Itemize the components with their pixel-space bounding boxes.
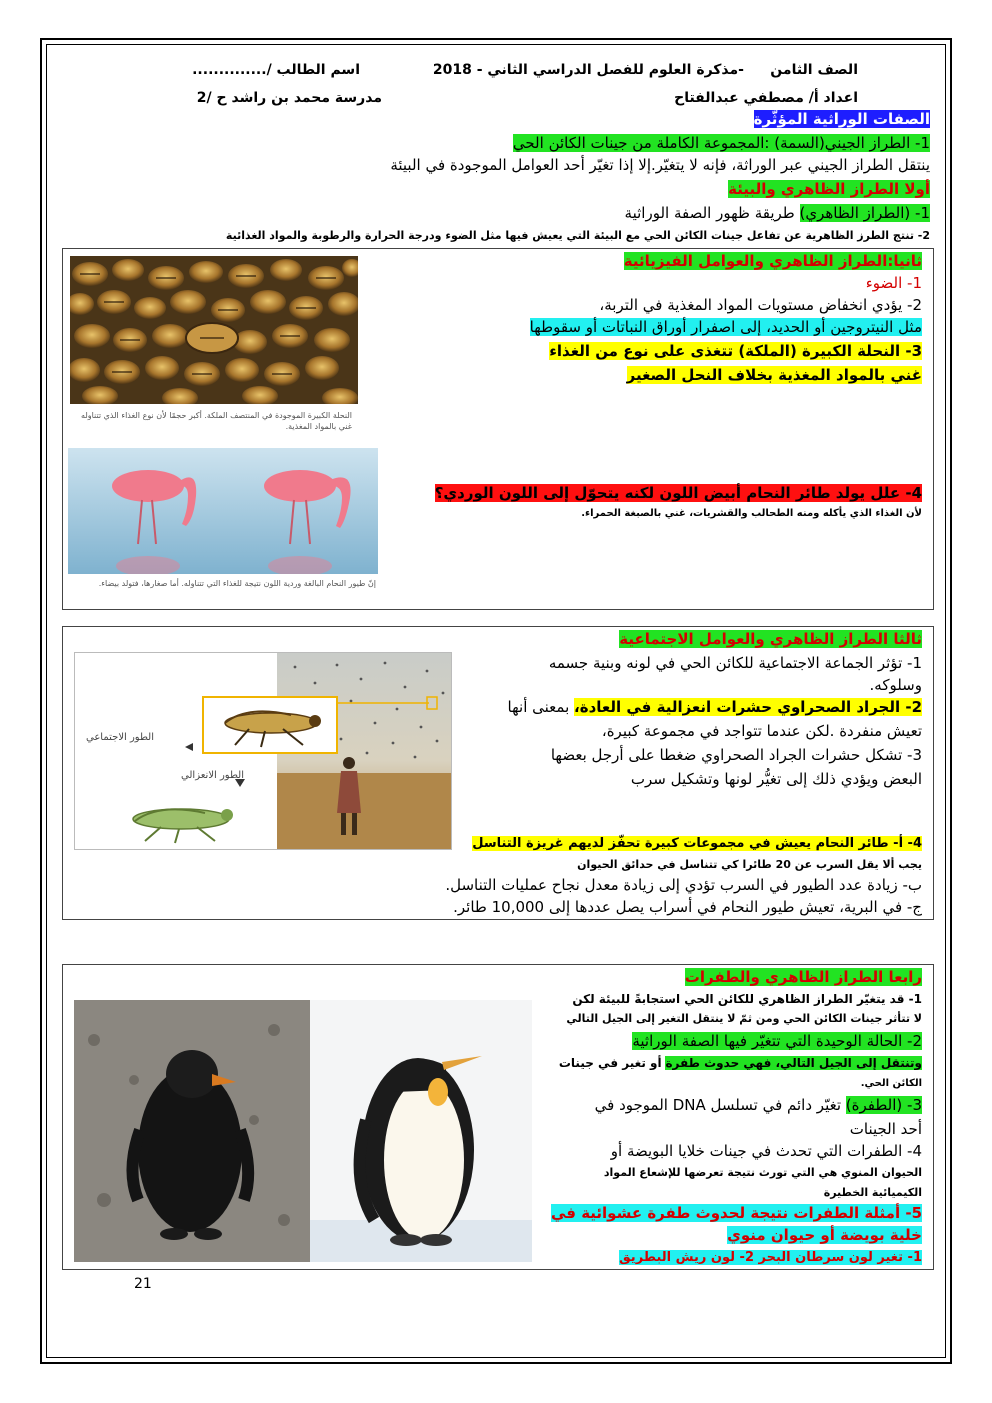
mutation-point-1: 1- قد يتغيّر الطراز الظاهري للكائن الحي استجابةً للبيئة لكن bbox=[572, 992, 922, 1006]
flamingo-illustration bbox=[68, 448, 378, 574]
school-label: مدرسة محمد بن راشد ح /2 bbox=[196, 90, 382, 106]
doc-title: -مذكرة العلوم للفصل الدراسي الثاني - 2018 bbox=[432, 62, 744, 78]
grade-label: الصف الثامن bbox=[770, 62, 858, 78]
mutation-definition: 3- (الطفرة) تغيّر دائم في تسلسل DNA الموجود في bbox=[594, 1096, 922, 1114]
mutation-point-4-end: الكيميائية الخطيرة bbox=[823, 1186, 922, 1199]
soil-nutrients-example: مثل النيتروجين أو الحديد، إلى اصفرار أوراق النباتات أو سقوطها bbox=[529, 318, 922, 336]
social-factor-1: 1- تؤثر الجماعة الاجتماعية للكائن الحي في لونه وبنية جسمه bbox=[548, 654, 922, 672]
bees-illustration bbox=[70, 256, 358, 404]
social-factor-1-cont: وسلوكه. bbox=[869, 676, 922, 694]
locust-pressure-cont: البعض ويؤدي ذلك إلى تغيُّر لونها وتشكيل سرب bbox=[630, 770, 922, 788]
phenotype-heading: أولا الطراز الظاهري والبيئة bbox=[728, 180, 930, 198]
section2-heading: ثانيا:الطراز الظاهري والعوامل الفيزيائية bbox=[623, 252, 922, 270]
bees-caption: النحلة الكبيرة الموجودة في المنتصف الملكة. أكبر حجمًا لأن نوع الغذاء الذي تتناوله غني بالمواد المغذية. bbox=[81, 411, 352, 431]
queen-bee-point: 3- النحلة الكبيرة (الملكة) تتغذى على نوع من الغذاء bbox=[549, 342, 922, 360]
flamingo-answer: لأن الغذاء الذي يأكله ومنه الطحالب والقشريات، غني بالصبغة الحمراء. bbox=[581, 508, 922, 519]
bees-photo bbox=[70, 256, 358, 404]
mutation-definition-cont: أحد الجينات bbox=[849, 1120, 922, 1138]
flock-size-point-c: ج- في البرية، تعيش طيور النحام في أسراب يصل عددها إلى 10,000 طائر. bbox=[453, 898, 922, 916]
locust-point: 2- الجراد الصحراوي حشرات انعزالية في العادة، بمعنى أنها bbox=[507, 698, 922, 716]
flamingo-breeding-point: 4- أ- طائر النحام يعيش في مجموعات كبيرة تحفّز لديهم غريزة التناسل bbox=[472, 836, 922, 851]
mutation-point-1-cont: لا تتأثر جينات الكائن الحي ومن ثمّ لا ينتقل التغير إلى الجيل التالي bbox=[566, 1012, 922, 1025]
zoo-flock-note: يجب ألا يقل السرب عن 20 طائرا كي تتناسل في حدائق الحيوان bbox=[577, 858, 922, 871]
mutation-point-4: 4- الطفرات التي تحدث في جينات خلايا البويضة أو bbox=[610, 1142, 922, 1160]
penguins-photo bbox=[74, 1000, 532, 1262]
flamingo-question: 4- علل يولد طائر النحام أبيض اللون لكنه يتحوّل إلى اللون الوردي؟ bbox=[434, 484, 922, 502]
locust-figure bbox=[74, 652, 452, 850]
flock-size-point-b: ب- زيادة عدد الطيور في السرب تؤدي إلى زيادة معدل نجاح عمليات التناسل. bbox=[445, 876, 922, 894]
solitary-phase-label: الطور الانعزالي bbox=[181, 770, 244, 781]
section3-heading: ثالثا الطراز الظاهري والعوامل الاجتماعية bbox=[619, 630, 922, 648]
mutation-examples-heading: 5- أمثلة الطفرات نتيجة لحدوث طفرة عشوائية في bbox=[550, 1204, 922, 1222]
locust-point-cont: تعيش منفردة .لكن عندما تتواجد في مجموعة كبيرة، bbox=[601, 722, 922, 740]
flamingo-caption: إنّ طيور النحام البالغة وردية اللون نتيجة للغذاء التي تتناوله. أما صغارها، فتولد بيضاء. bbox=[98, 579, 376, 588]
social-phase-label: الطور الاجتماعي bbox=[85, 732, 154, 743]
page-number: 21 bbox=[134, 1276, 152, 1292]
genotype-definition: 1- الطراز الجيني(السمة) :المجموعة الكاملة من جينات الكائن الحي bbox=[512, 134, 930, 152]
queen-bee-point-cont: غني بالمواد المغذية بخلاف النحل الصغير bbox=[626, 366, 922, 384]
mutation-examples-list: 1- تغير لون سرطان البحر 2- لون ريش البطريق bbox=[619, 1250, 922, 1265]
phenotype-definition: 1- (الطراز الظاهري) طريقة ظهور الصفة الوراثية bbox=[624, 204, 930, 222]
locust-pressure-point: 3- تشكل حشرات الجراد الصحراوي ضغطا على أرجل بعضها bbox=[550, 746, 922, 764]
soil-nutrients-point: 2- يؤدي انخفاض مستويات المواد المغذية في التربة، bbox=[599, 296, 922, 314]
mutation-examples-heading-cont: خلية بويضة أو حيوان منوي bbox=[727, 1226, 922, 1244]
light-factor: 1- الضوء bbox=[865, 274, 922, 292]
mutation-point-2: 2- الحالة الوحيدة التي تتغيّر فيها الصفة الوراثية bbox=[632, 1032, 922, 1050]
genotype-text: ينتقل الطراز الجيني عبر الوراثة، فإنه لا يتغيّر.إلا إذا تغيّر أحد العوامل الموجودة في البيئة bbox=[390, 156, 930, 174]
phenotype-point-2: 2- تنتج الطرز الظاهرية عن تفاعل جينات الكائن الحي مع البيئة التي يعيش فيها مثل الضوء ودرجة الحرارة والرطوبة والمواد الغذائية bbox=[225, 229, 930, 242]
student-name-field: اسم الطالب /.............. bbox=[192, 62, 360, 78]
locust-illustration bbox=[75, 653, 451, 849]
solitary-locust bbox=[133, 809, 233, 843]
flamingo-photo bbox=[68, 448, 378, 574]
mutation-point-4-cont: الحيوان المنوي هي التي تورث نتيجة تعرضها للإشعاع المواد bbox=[603, 1166, 922, 1179]
mutation-point-2-end: الكائن الحي. bbox=[860, 1078, 922, 1089]
penguins-illustration bbox=[74, 1000, 532, 1262]
section4-heading: رابعا الطراز الظاهري والطفرات bbox=[684, 968, 922, 986]
mutation-point-2-cont: وتنتقل إلى الجيل التالي، فهي حدوث طفرة أو تغير في جينات bbox=[558, 1056, 922, 1070]
author-label: اعداد أ/ مصطفي عبدالفتاح bbox=[674, 90, 858, 106]
section1-heading: الصفات الوراثية المؤثّرة bbox=[753, 110, 930, 128]
